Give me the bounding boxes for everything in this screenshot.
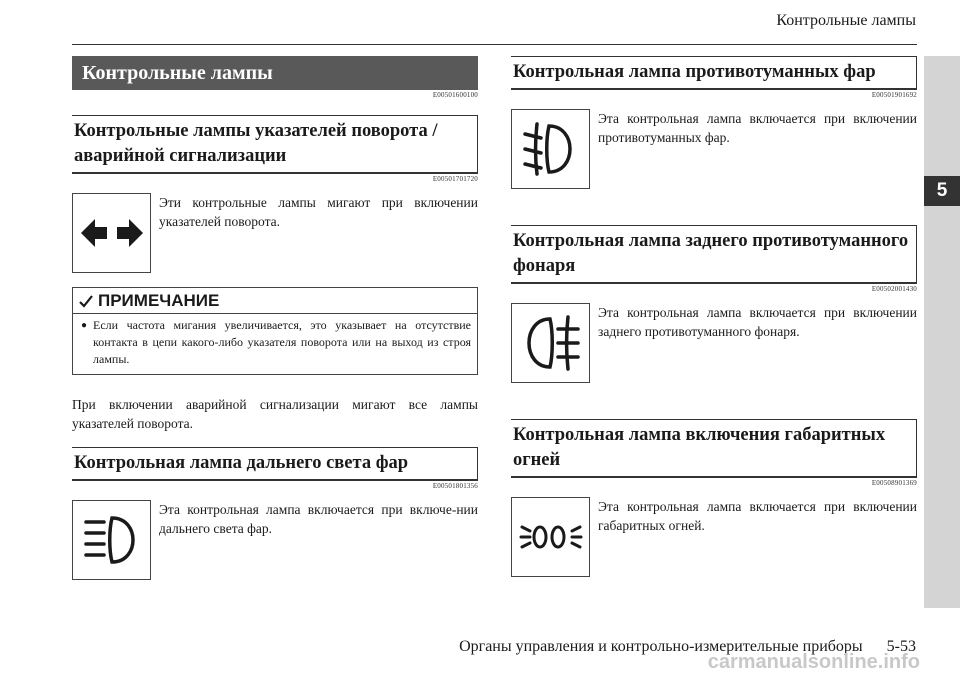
rear-fog-light-icon xyxy=(520,313,582,373)
top-rule xyxy=(72,44,917,45)
page-number: 5-53 xyxy=(886,638,916,655)
rear-fog-code: E00502001430 xyxy=(871,285,917,293)
position-heading: Контрольная лампа включения габаритных огней xyxy=(511,419,917,478)
high-beam-code: E00501801356 xyxy=(432,482,478,490)
running-head: Контрольные лампы xyxy=(776,12,916,29)
position-lights-icon xyxy=(518,517,584,557)
note-heading-text: ПРИМЕЧАНИЕ xyxy=(98,290,220,310)
watermark: carmanualsonline.info xyxy=(707,651,920,673)
turn-signal-icon-box xyxy=(72,193,151,273)
position-description: Эта контрольная лампа включается при включении габаритных огней. xyxy=(598,499,917,533)
chapter-number: 5 xyxy=(924,176,960,206)
banner-code: E00501600100 xyxy=(432,91,478,99)
note-box xyxy=(72,287,478,375)
section-banner: Контрольные лампы xyxy=(72,56,478,90)
high-beam-heading: Контрольная лампа дальнего света фар xyxy=(72,447,478,481)
front-fog-light-icon xyxy=(521,120,581,178)
note-body xyxy=(73,314,477,374)
bullet-icon: ● xyxy=(81,320,88,331)
right-column xyxy=(511,56,917,577)
high-beam-description: Эта контрольная лампа включается при включе-нии дальнего света фар. xyxy=(159,502,478,536)
note-text: Если частота мигания увеличивается, это указывает на отсутствие контакта в цепи какого-либо указателя поворота или на выход из строя лампы. xyxy=(93,318,471,366)
footer-section-title: Органы управления и контрольно-измерительные приборы xyxy=(459,638,863,655)
fog-code: E00501901692 xyxy=(871,91,917,99)
turn-signal-heading: Контрольные лампы указателей поворота / аварийной сигнализации xyxy=(72,115,478,174)
turn-signal-arrows-icon xyxy=(79,213,145,253)
rear-fog-icon-box xyxy=(511,303,590,383)
position-entry xyxy=(511,497,917,577)
high-beam-entry xyxy=(72,500,478,580)
rear-fog-heading: Контрольная лампа заднего противотуманного фонаря xyxy=(511,225,917,284)
fog-description: Эта контрольная лампа включается при включении противотуманных фар. xyxy=(598,111,917,145)
fog-entry xyxy=(511,109,917,189)
left-column xyxy=(72,56,478,580)
hazard-paragraph: При включении аварийной сигнализации мигают все лампы указателей поворота. xyxy=(72,397,478,431)
note-heading xyxy=(73,288,477,314)
check-icon xyxy=(79,294,93,308)
position-code: E00508901369 xyxy=(871,479,917,487)
high-beam-icon-box xyxy=(72,500,151,580)
turn-signal-code: E00501701720 xyxy=(432,175,478,183)
high-beam-icon xyxy=(82,512,142,568)
turn-signal-description: Эти контрольные лампы мигают при включении указателей поворота. xyxy=(159,195,478,229)
position-icon-box xyxy=(511,497,590,577)
turn-signal-entry xyxy=(72,193,478,273)
fog-heading: Контрольная лампа противотуманных фар xyxy=(511,56,917,90)
rear-fog-entry xyxy=(511,303,917,383)
chapter-side-tab xyxy=(924,56,960,608)
rear-fog-description: Эта контрольная лампа включается при включении заднего противотуманного фонаря. xyxy=(598,305,917,339)
fog-icon-box xyxy=(511,109,590,189)
